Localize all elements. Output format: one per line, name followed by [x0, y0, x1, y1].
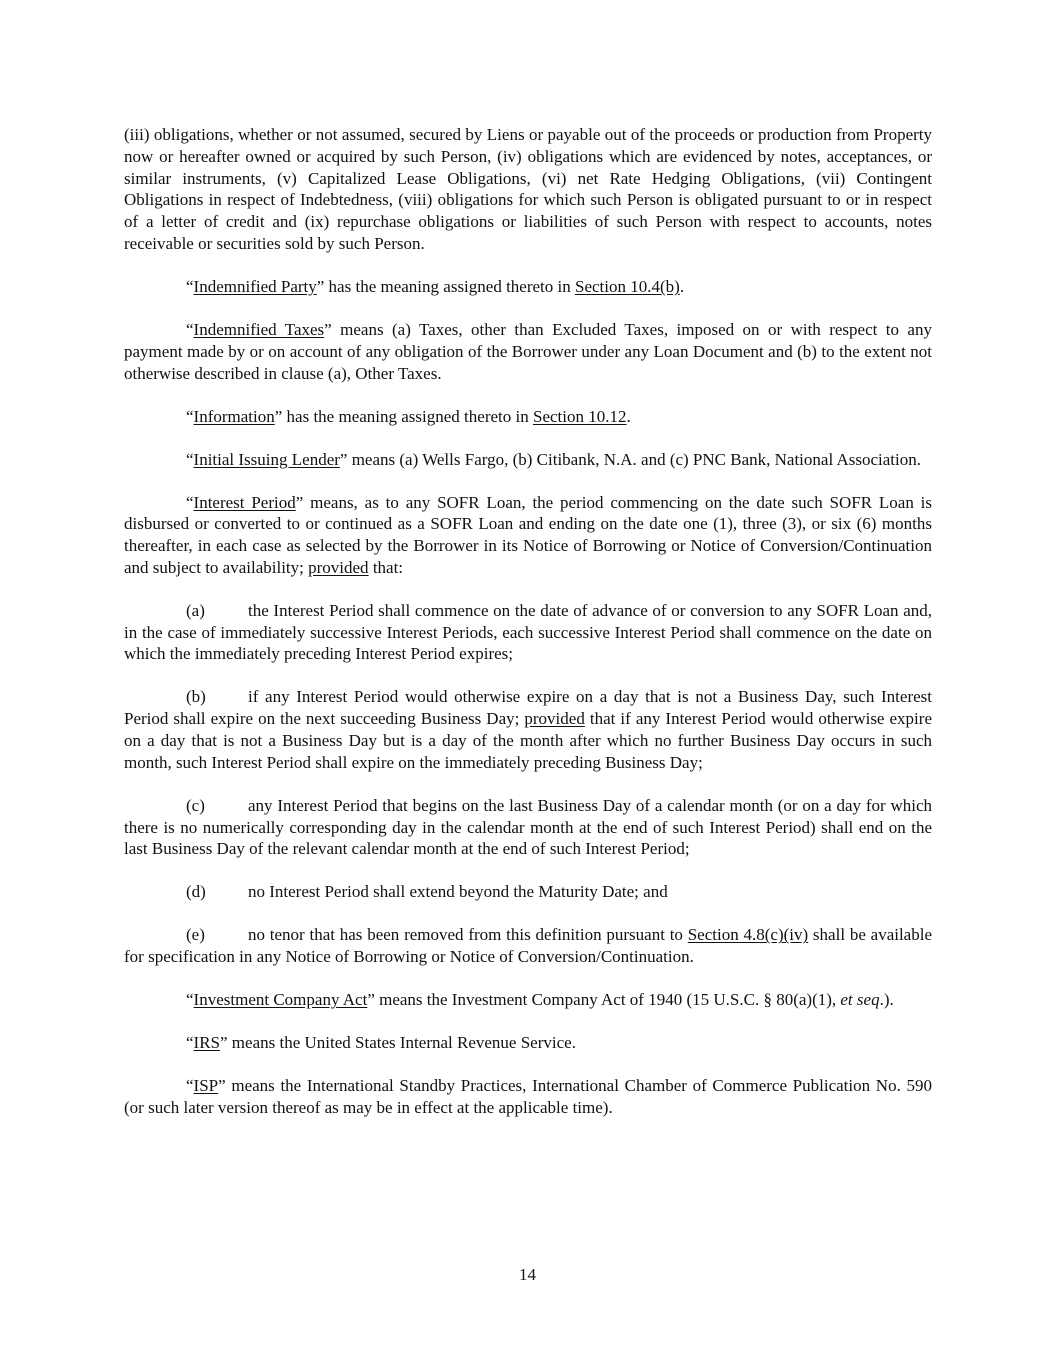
interest-period-clause-e: (e) no tenor that has been removed from this definition pursuant to Section 4.8(c)(iv) shall be available for specification in any Notice of Borrowing or Notice of Conversion/Continuation.	[124, 925, 933, 967]
clause-label: (e)	[186, 925, 205, 945]
section-reference: Section 10.4(b)	[575, 276, 680, 296]
defined-term: Investment Company Act	[193, 990, 368, 1010]
clause-label: (b)	[186, 687, 206, 707]
definition-investment-company-act: “Investment Company Act” means the Investment Company Act of 1940 (15 U.S.C. § 80(a)(1), et seq.).	[186, 990, 894, 1010]
definition-irs: “IRS” means the United States Internal Revenue Service.	[186, 1033, 576, 1053]
section-reference: Section 4.8(c)(iv)	[687, 925, 809, 945]
continuation-paragraph: (iii) obligations, whether or not assumed, secured by Liens or payable out of the proceeds or production from Property now or hereafter owned or acquired by such Person, (iv) obligations which are evidenced by notes, acceptances, or similar instruments, (v) Capitalized Lease Obligations, (vi) net Rate Hedging Obligations, (vii) Contingent Obligations in respect of Indebtedness, (viii) obligations for which such Person is obligated pursuant to or in respect of a letter of credit and (ix) repurchase obligations or liabilities of such Person with respect to accounts, notes receivable or securities sold by such Person.	[124, 125, 932, 253]
document-body	[124, 124, 932, 1119]
clause-label: (d)	[186, 882, 206, 902]
definition-indemnified-party: “Indemnified Party” has the meaning assigned thereto in Section 10.4(b).	[186, 276, 685, 296]
definition-indemnified-taxes: “Indemnified Taxes” means (a) Taxes, other than Excluded Taxes, imposed on or with respect to any payment made by or on account of any obligation of the Borrower under any Loan Document and (b) to the extent not otherwise described in clause (a), Other Taxes.	[124, 319, 932, 383]
latin-term: et seq	[840, 990, 880, 1010]
defined-term: Indemnified Party	[193, 276, 317, 296]
definition-isp: “ISP” means the International Standby Practices, International Chamber of Commerce Publication No. 590 (or such later version thereof as may be in effect at the applicable time).	[124, 1076, 932, 1117]
defined-term: Information	[193, 406, 275, 426]
defined-term: Interest Period	[193, 492, 296, 512]
interest-period-clause-d: (d) no Interest Period shall extend beyond the Maturity Date; and	[186, 882, 668, 902]
defined-term: Initial Issuing Lender	[193, 449, 340, 469]
defined-term: IRS	[193, 1033, 221, 1053]
defined-term: ISP	[193, 1076, 219, 1096]
clause-label: (c)	[186, 795, 205, 815]
page-number: 14	[519, 1265, 536, 1284]
defined-term: Indemnified Taxes	[193, 319, 325, 339]
section-reference: Section 10.12	[532, 406, 627, 426]
provided-term: provided	[524, 709, 585, 729]
definition-information: “Information” has the meaning assigned thereto in Section 10.12.	[186, 406, 631, 426]
interest-period-clause-c: (c) any Interest Period that begins on the last Business Day of a calendar month (or on a day for which there is no numerically corresponding day in the calendar month at the end of such Interest Period) shall end on the last Business Day of the relevant calendar month at the end of such Interest Period;	[124, 795, 932, 859]
definition-initial-issuing-lender: “Initial Issuing Lender” means (a) Wells Fargo, (b) Citibank, N.A. and (c) PNC Bank, National Association.	[186, 449, 922, 469]
interest-period-clause-a: (a) the Interest Period shall commence on the date of advance of or conversion to any SOFR Loan and, in the case of immediately successive Interest Periods, each successive Interest Period shall commence on the date on which the immediately preceding Interest Period expires;	[124, 600, 932, 664]
provided-term: provided	[308, 557, 369, 577]
interest-period-clause-b: (b) if any Interest Period would otherwise expire on a day that is not a Business Day, such Interest Period shall expire on the next succeeding Business Day; provided that if any Interest Period would otherwise expire on a day that is not a Business Day but is a day of the month after which no further Business Day occurs in such month, such Interest Period shall expire on the immediately preceding Business Day;	[124, 687, 932, 772]
definition-interest-period: “Interest Period” means, as to any SOFR Loan, the period commencing on the date such SOFR Loan is disbursed or converted to or continued as a SOFR Loan and ending on the date one (1), three (3), or six (6) months thereafter, in each case as selected by the Borrower in its Notice of Borrowing or Notice of Conversion/Continuation and subject to availability; provided that:	[124, 492, 933, 577]
clause-label: (a)	[186, 600, 205, 620]
